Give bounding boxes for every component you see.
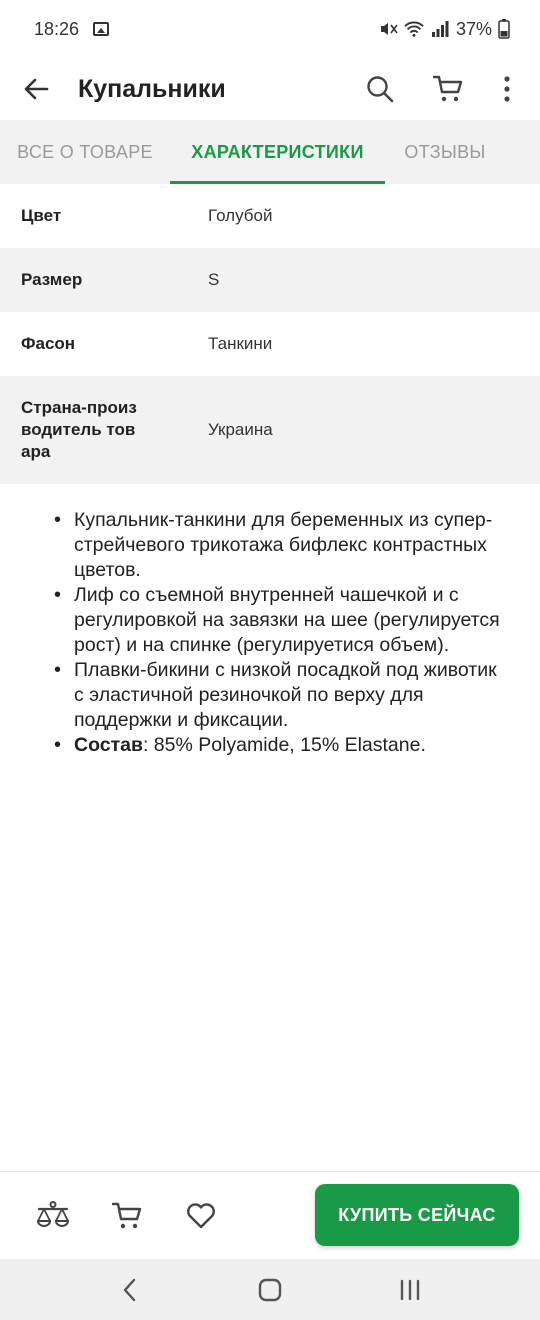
- tab-bar: [0, 120, 540, 184]
- signal-icon: [430, 20, 450, 38]
- more-options-button[interactable]: [482, 61, 532, 117]
- status-icons: [378, 19, 510, 40]
- nav-back-button[interactable]: [100, 1265, 160, 1315]
- spec-value: S: [208, 270, 220, 289]
- product-description: [0, 508, 540, 758]
- back-button[interactable]: [8, 61, 64, 117]
- description-bullet: • Лиф со съемной внутренней чашечкой и с регулировкой на завязки на шее (регулируется рост) и на спинке (регулируетися объем).: [74, 583, 504, 658]
- bottom-action-bar: [0, 1171, 540, 1259]
- more-vert-icon: [503, 76, 511, 102]
- spec-value: Голубой: [208, 206, 273, 225]
- cart-icon: [112, 1202, 142, 1230]
- search-icon: [366, 75, 394, 103]
- tab-reviews[interactable]: ОТЗЫВЫ: [404, 141, 486, 162]
- nav-recents-button[interactable]: [380, 1265, 440, 1315]
- description-bullet: • Плавки-бикини с низкой посадкой под животик с эластичной резиночкой по верху для поддержки и фиксации.: [74, 658, 504, 733]
- description-bullet: • Купальник-танкини для беременных из супер-стрейчевого трикотажа бифлекс контрастных цветов.: [74, 508, 504, 583]
- compare-scales-icon: [36, 1201, 70, 1231]
- favorite-button[interactable]: [164, 1186, 238, 1246]
- recents-icon: [399, 1279, 421, 1301]
- specs-table: [0, 184, 540, 484]
- status-bar: [0, 0, 540, 58]
- spec-key: Размер: [21, 270, 83, 289]
- tab-characteristics[interactable]: ХАРАКТЕРИСТИКИ: [170, 120, 385, 184]
- cart-icon: [433, 75, 463, 103]
- mute-icon: [378, 20, 398, 38]
- wifi-icon: [404, 20, 424, 38]
- spec-value: Украина: [208, 420, 273, 439]
- composition-label: Состав: [74, 734, 143, 756]
- chevron-left-icon: [123, 1278, 137, 1302]
- spec-row: [0, 184, 540, 248]
- app-bar-actions: [346, 61, 540, 117]
- home-icon: [258, 1278, 282, 1302]
- gallery-icon: [93, 22, 109, 36]
- app-bar: [0, 58, 540, 120]
- composition-bullet: [74, 733, 504, 758]
- battery-icon: [498, 19, 510, 39]
- search-button[interactable]: [346, 61, 414, 117]
- spec-key: Страна-производитель товара: [21, 398, 137, 461]
- page-title: Купальники: [78, 74, 226, 103]
- status-time: 18:26: [34, 18, 80, 39]
- spec-row: [0, 376, 540, 484]
- spec-value: Танкини: [208, 334, 273, 353]
- spec-key: Фасон: [21, 334, 76, 353]
- cart-button[interactable]: [414, 61, 482, 117]
- nav-home-button[interactable]: [240, 1265, 300, 1315]
- heart-icon: [186, 1203, 216, 1229]
- battery-percent: 37%: [455, 18, 492, 39]
- add-to-cart-button[interactable]: [90, 1186, 164, 1246]
- composition-value: : 85% Polyamide, 15% Elastane.: [142, 734, 426, 756]
- back-arrow-icon: [23, 78, 49, 100]
- spec-key: Цвет: [21, 206, 62, 225]
- tab-all-about-product[interactable]: ВСЕ О ТОВАРЕ: [17, 141, 153, 162]
- system-nav-bar: [0, 1259, 540, 1320]
- buy-now-button[interactable]: КУПИТЬ СЕЙЧАС: [315, 1184, 519, 1246]
- spec-row: [0, 312, 540, 376]
- compare-button[interactable]: [16, 1186, 90, 1246]
- spec-row: [0, 248, 540, 312]
